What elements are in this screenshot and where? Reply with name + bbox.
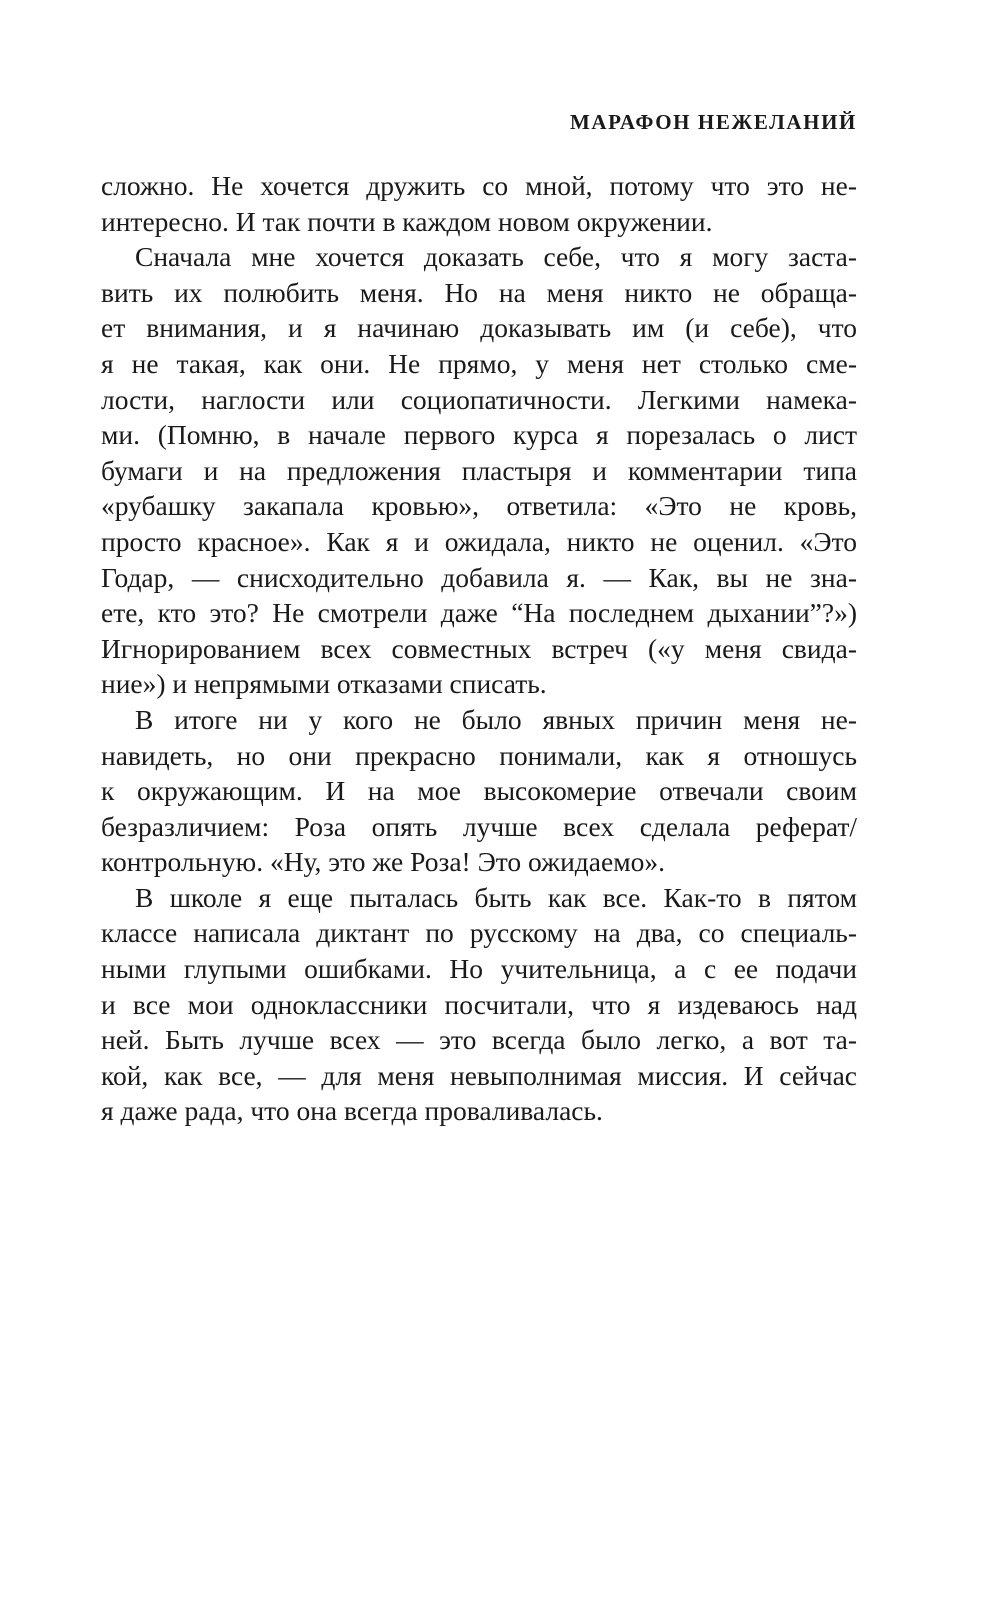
text-line: вить их полюбить меня. Но на меня никто не обращa-: [101, 276, 857, 308]
text-line: бумаги и на предложения пластыря и комментарии типа: [101, 454, 857, 486]
text-line: Игнорированием всех совместных встреч («у меня свида-: [101, 632, 857, 664]
text-line: классе написала диктант по русскому на два, со специаль-: [101, 917, 857, 949]
text-line: к окружающим. И на мое высокомерие отвечали своим: [101, 775, 857, 807]
text-line: я не такая, как они. Не прямо, у меня нет столько сме-: [101, 347, 857, 379]
running-head: МАРАФОН НЕЖЕЛАНИЙ: [569, 110, 857, 134]
text-line: интересно. И так почти в каждом новом окружении.: [101, 205, 713, 237]
text-line: В итоге ни у кого не было явных причин меня не-: [135, 703, 857, 735]
text-line: безразличием: Роза опять лучше всех сделала реферат/: [101, 810, 857, 842]
text-line: «рубашку закапала кровью», ответила: «Это не кровь,: [101, 490, 857, 522]
text-line: Сначала мне хочется доказать себе, что я могу заста-: [135, 241, 857, 273]
text-line: лости, наглости или социопатичности. Легкими намека-: [101, 383, 857, 415]
text-line: ми. (Помню, в начале первого курса я порезалась о лист: [101, 419, 857, 451]
text-line: ете, кто это? Не смотрели даже “На последнем дыхании”?»): [101, 597, 857, 629]
text-line: навидеть, но они прекрасно понимали, как я отношусь: [101, 739, 857, 771]
text-line: и все мои одноклассники посчитали, что я издеваюсь над: [101, 988, 857, 1020]
text-line: сложно. Не хочется дружить со мной, потому что это не-: [101, 170, 857, 201]
body-text: [101, 168, 857, 1129]
text-line: просто красное». Как я и ожидала, никто не оценил. «Это: [101, 525, 857, 557]
text-line: ными глупыми ошибками. Но учительница, а с ее подачи: [101, 953, 857, 985]
text-line: ней. Быть лучше всех — это всегда было легко, а вот та-: [101, 1024, 857, 1056]
text-line: ет внимания, и я начинаю доказывать им (и себе), что: [101, 312, 857, 344]
text-line: Годар, — снисходительно добавила я. — Как, вы не зна-: [101, 561, 857, 593]
text-line: В школе я еще пыталась быть как все. Как-то в пятом: [135, 881, 857, 913]
text-line: контрольную. «Ну, это же Роза! Это ожидаемо».: [101, 846, 665, 878]
text-line: я даже рада, что она всегда проваливалась.: [101, 1095, 603, 1127]
text-line: ние») и непрямыми отказами списать.: [101, 668, 547, 700]
text-line: кой, как все, — для меня невыполнимая миссия. И сейчас: [101, 1059, 857, 1091]
